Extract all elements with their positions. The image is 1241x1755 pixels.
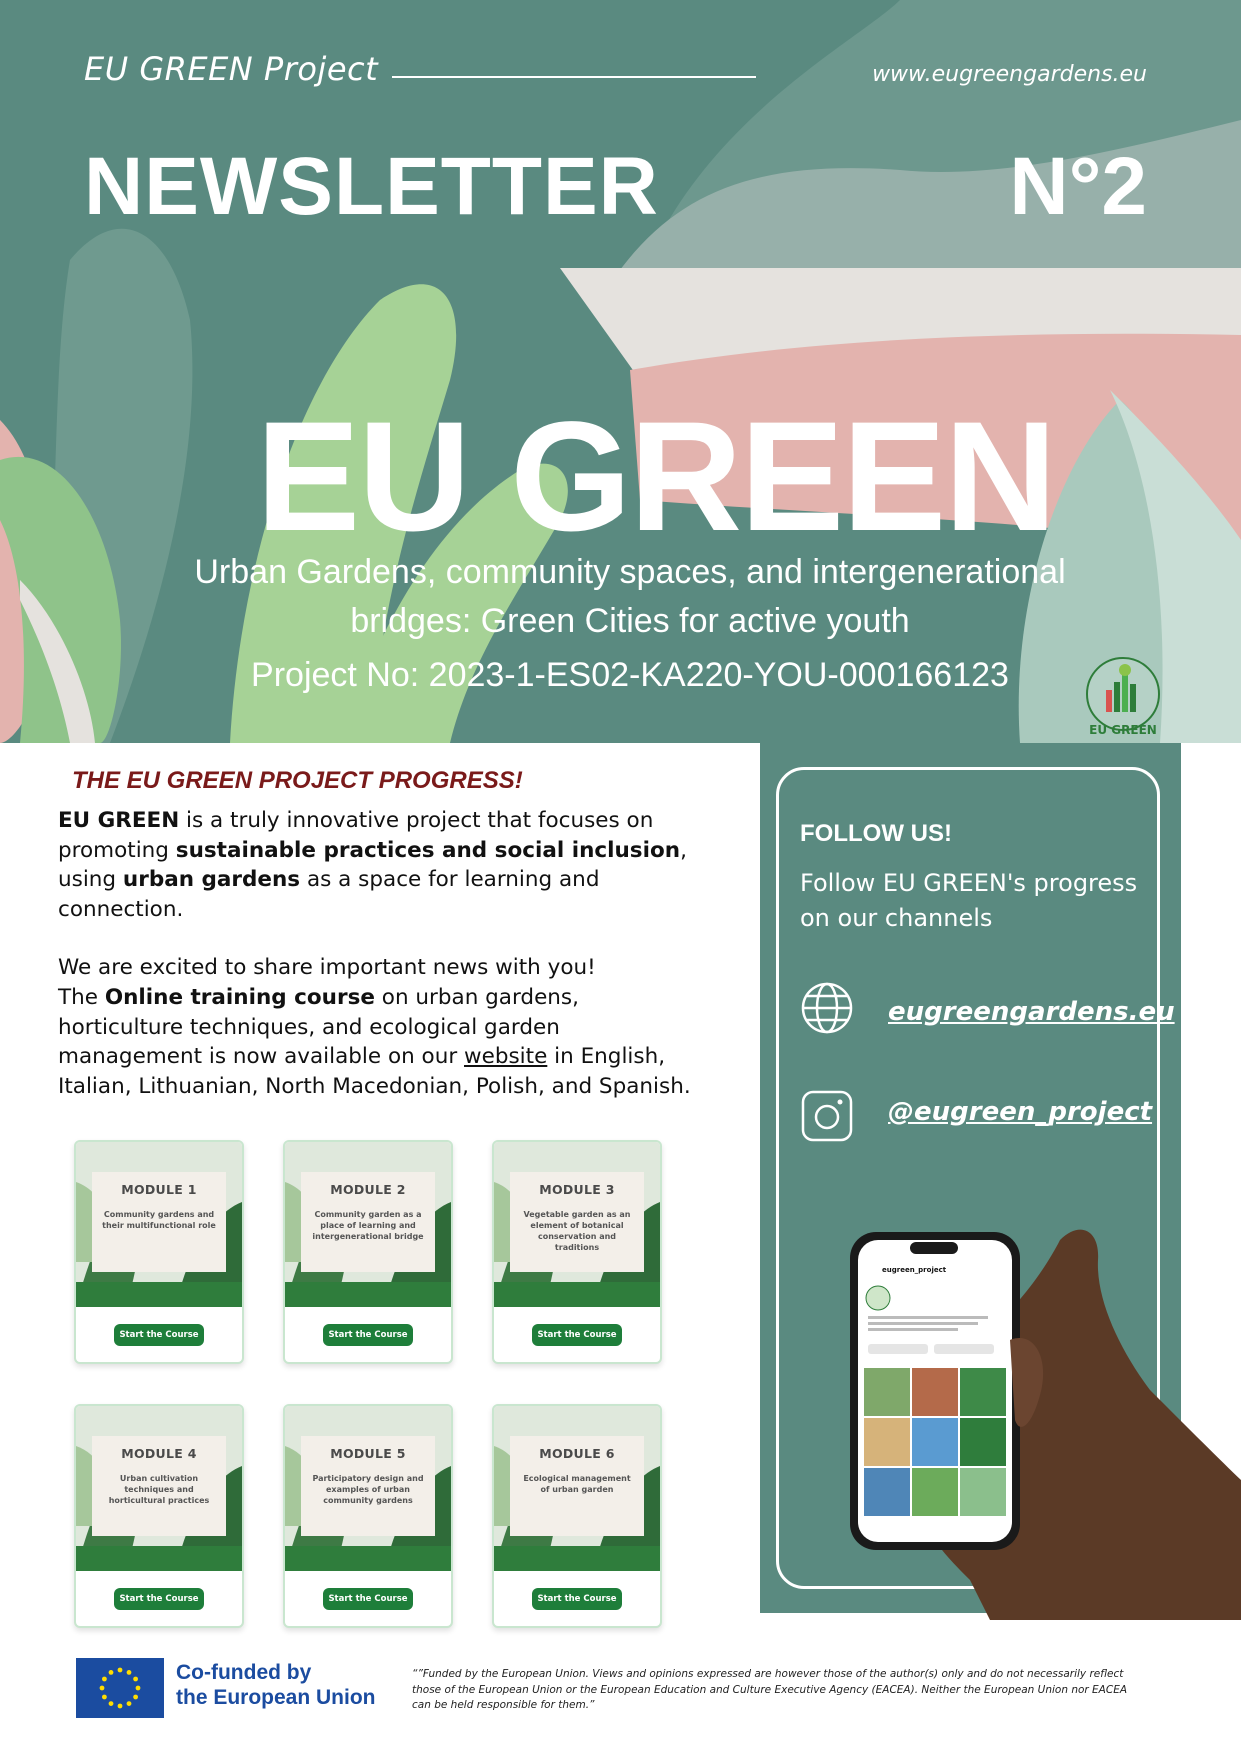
module-description: Ecological management of urban garden <box>523 1474 631 1494</box>
intro-text-2: , using <box>58 837 687 893</box>
module-card-2[interactable] <box>283 1140 453 1364</box>
issue-number: N°2 <box>1009 141 1147 232</box>
module-card-1[interactable] <box>74 1140 244 1364</box>
module-card-3[interactable] <box>492 1140 662 1364</box>
start-course-button[interactable]: Start the Course <box>323 1324 413 1346</box>
phone-username: eugreen_project <box>882 1266 947 1274</box>
module-title: MODULE 5 <box>330 1446 406 1461</box>
header-divider <box>392 76 756 78</box>
module-card-4[interactable] <box>74 1404 244 1628</box>
start-course-button[interactable]: Start the Course <box>114 1588 204 1610</box>
module-description: Vegetable garden as an element of botanical conservation and traditions <box>523 1210 631 1252</box>
news-text-3: on urban gardens, horticulture techniques, and ecological garden management is now available on our <box>58 984 579 1070</box>
module-card-label <box>92 1172 226 1272</box>
start-course-button[interactable]: Start the Course <box>323 1588 413 1610</box>
cofunded-line1: Co-funded by <box>176 1661 312 1684</box>
project-number: Project No: 2023-1-ES02-KA220-YOU-000166123 <box>251 656 1009 694</box>
follow-title: FOLLOW US! <box>800 820 952 847</box>
module-description: Urban cultivation techniques and horticultural practices <box>108 1474 210 1505</box>
follow-text: Follow EU GREEN's progress on our channels <box>800 869 1138 932</box>
module-description: Participatory design and examples of urban community gardens <box>312 1474 424 1505</box>
module-description: Community garden as a place of learning and intergenerational bridge <box>312 1210 424 1241</box>
progress-heading: THE EU GREEN PROJECT PROGRESS! <box>72 767 523 794</box>
modules-grid <box>74 1140 674 1630</box>
intro-text-3: as a space for learning and connection. <box>58 867 600 922</box>
project-label: EU GREEN Project <box>84 50 379 88</box>
module-card-label <box>92 1436 226 1536</box>
logo-text: EU GREEN <box>1089 723 1157 737</box>
eu-flag-icon <box>76 1658 164 1718</box>
news-text-2: The <box>58 984 105 1010</box>
website-channel-link[interactable]: eugreengardens.eu <box>888 997 1175 1027</box>
module-card-6[interactable] <box>492 1404 662 1628</box>
eu-green-logo-icon <box>1080 654 1166 740</box>
module-title: MODULE 6 <box>539 1446 615 1461</box>
eu-stars-icon <box>76 1658 164 1718</box>
website-link[interactable]: website <box>464 1044 548 1070</box>
instagram-icon <box>800 1089 854 1143</box>
hero-subtitle-line2: bridges: Green Cities for active youth <box>350 602 910 640</box>
start-course-button[interactable]: Start the Course <box>114 1324 204 1346</box>
module-title: MODULE 1 <box>121 1182 197 1197</box>
module-card-label <box>510 1172 644 1272</box>
module-card-label <box>301 1172 435 1272</box>
funding-disclaimer: “”Funded by the European Union. Views and opinions expressed are however those of the author(s) only and do not necessarily reflect those of the European Union or the European Education and Culture Executive Agency (EACEA). Neither the European Union nor EACEA can be held responsible for them.” <box>412 1668 1128 1711</box>
phone-in-hand-image <box>820 1220 1241 1620</box>
module-card-label <box>301 1436 435 1536</box>
globe-icon <box>800 981 854 1035</box>
news-text-1: We are excited to share important news with you! <box>58 955 596 981</box>
hero-title: EU GREEN <box>256 390 1055 564</box>
intro-bold-gardens: urban gardens <box>122 867 301 893</box>
hero-subtitle-line1: Urban Gardens, community spaces, and intergenerational <box>194 553 1066 591</box>
start-course-button[interactable]: Start the Course <box>532 1588 622 1610</box>
news-paragraph <box>58 953 698 1101</box>
hero-subtitle <box>160 548 1100 646</box>
cofunded-line2: the European Union <box>176 1686 376 1709</box>
intro-bold-eugreen: EU GREEN <box>58 808 180 833</box>
module-card-5[interactable] <box>283 1404 453 1628</box>
module-title: MODULE 3 <box>539 1182 615 1197</box>
hero-banner <box>0 0 1241 743</box>
news-text-4: in English, Italian, Lithuanian, North Macedonian, Polish, and Spanish. <box>58 1044 691 1099</box>
news-bold-course: Online training course <box>104 984 375 1010</box>
module-title: MODULE 4 <box>121 1446 197 1461</box>
module-description: Community gardens and their multifunctional role <box>102 1210 216 1230</box>
instagram-channel-link[interactable]: @eugreen_project <box>888 1097 1153 1127</box>
intro-paragraph <box>58 806 698 924</box>
intro-bold-practices: sustainable practices and social inclusion <box>175 837 681 863</box>
module-title: MODULE 2 <box>330 1182 406 1197</box>
newsletter-title: NEWSLETTER <box>84 141 659 232</box>
progress-body <box>58 806 698 1130</box>
intro-text-1: is a truly innovative project that focuses on promoting <box>58 808 654 863</box>
cofunded-label <box>176 1660 376 1710</box>
header-url[interactable]: www.eugreengardens.eu <box>872 62 1147 87</box>
start-course-button[interactable]: Start the Course <box>532 1324 622 1346</box>
module-card-label <box>510 1436 644 1536</box>
